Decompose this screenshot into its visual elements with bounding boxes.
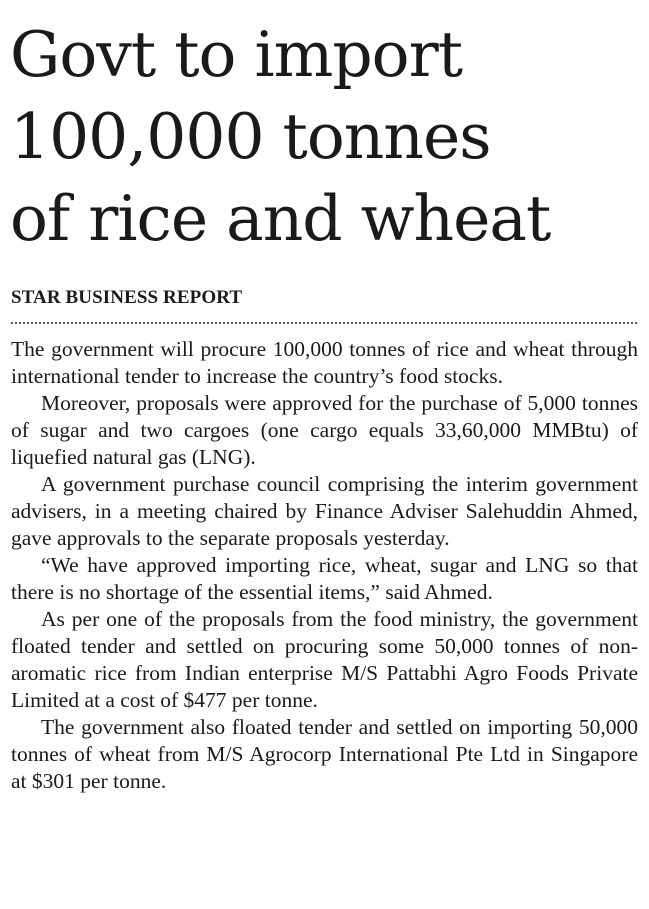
paragraph-4: “We have approved importing rice, wheat, sugar and LNG so that there is no shortage of the essential items,” said Ahmed.: [11, 553, 638, 604]
headline-line-3: of rice and wheat: [10, 182, 551, 255]
paragraph-1: The government will procure 100,000 tonnes of rice and wheat through international tender to increase the country’s food stocks.: [11, 337, 638, 388]
headline: [10, 14, 644, 260]
dotted-divider: [11, 322, 637, 324]
headline-line-1: Govt to import: [10, 18, 463, 91]
paragraph-5: As per one of the proposals from the food ministry, the government floated tender and settled on procuring some 50,000 tonnes of non-aromatic rice from Indian enterprise M/S Pattabhi Agro Foods Private Limited at a cost of $477 per tonne.: [11, 607, 638, 712]
headline-line-2: 100,000 tonnes: [10, 100, 491, 173]
paragraph-3: A government purchase council comprising the interim government advisers, in a meeting chaired by Finance Adviser Salehuddin Ahmed, gave approvals to the separate proposals yesterday.: [11, 472, 638, 550]
byline: STAR BUSINESS REPORT: [11, 287, 243, 308]
article-body: [11, 336, 638, 795]
paragraph-2: Moreover, proposals were approved for the purchase of 5,000 tonnes of sugar and two cargoes (one cargo equals 33,60,000 MMBtu) of liquefied natural gas (LNG).: [11, 391, 638, 469]
paragraph-6: The government also floated tender and settled on importing 50,000 tonnes of wheat from M/S Agrocorp International Pte Ltd in Singapore at $301 per tonne.: [11, 715, 638, 793]
